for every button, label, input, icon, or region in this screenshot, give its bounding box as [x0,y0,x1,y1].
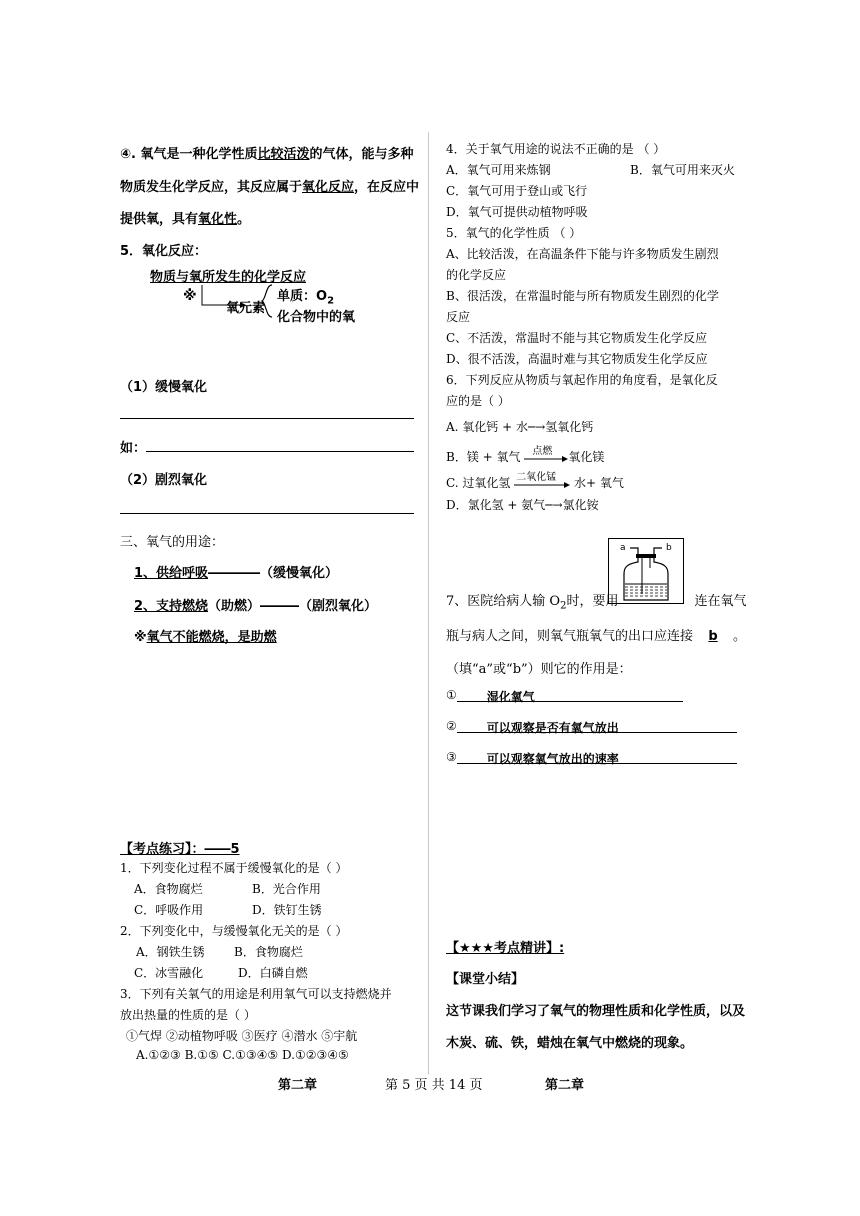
question-7-line-1: 7、医院给病人输 $O_2$时，要用 连在氧气 [446,594,747,612]
q1-option-c: C．呼吸作用 [134,903,204,917]
question-2: 2．下列变化中，与缓慢氧化无关的是（ ） [120,924,348,938]
page-number: 第 5 页 共 14 页 [385,1078,483,1093]
example-label: 如： [120,441,147,456]
q2-option-a: A．钢铁生锈 [136,945,205,959]
oxygen-element-label: 氧元素 [226,301,266,316]
function-1: ① 湿化氧气 [446,688,683,702]
question-4: 4．关于氧气用途的说法不正确的是 （ ） [446,142,666,156]
q1-option-d: D．铁钉生锈 [252,903,322,917]
use-breathing: 1、供给呼吸――――（缓慢氧化） [134,566,339,581]
oxygen-note: ※氧气不能燃烧，是助燃 [134,630,277,645]
footer-chapter-left: 第二章 [278,1078,318,1093]
reaction-arrow: 二氧化锰 [514,477,570,491]
question-7-line-3: （填“a”或“b”）则它的作用是： [446,662,632,677]
bottle-label-b: b [666,543,672,553]
q6-option-a: A. 氧化钙 + 水─→氢氧化钙 [446,420,594,434]
practice-title: 【考点练习】：――5 [120,842,240,857]
q6-option-b: B．镁 + 氧气 点燃 氧化镁 [446,445,605,464]
q1-option-a: A．食物腐烂 [134,882,203,896]
oxygen-property-line-1: ④. 氧气是一种化学性质比较活泼的气体，能与多种 [120,147,414,162]
question-7-line-2: 瓶与病人之间，则氧气瓶氧气的出口应连接 b 。 [446,629,747,644]
q4-option-c: C．氧气可用于登山或飞行 [446,184,588,198]
section-5-title: 5．氧化反应： [120,244,208,259]
oxygen-property-line-3: 提供氧，具有氧化性。 [120,212,251,227]
q5-option-a-line-2: 的化学反应 [446,268,507,282]
class-summary-title: 【课堂小结】 [446,972,525,987]
reaction-arrow: 点燃 [524,451,568,465]
q6-option-c: C. 过氧化氢 二氧化锰 水+ 氧气 [446,471,624,490]
function-3: ③ 可以观察氧气放出的速率 [446,750,737,764]
q1-option-b: B．光合作用 [252,882,321,896]
q5-option-b-line-2: 反应 [446,310,471,324]
question-5: 5．氧气的化学性质 （ ） [446,226,582,240]
q6-option-d: D．氯化氢 + 氨气─→氯化铵 [446,498,599,512]
q5-option-c: C、不活泼，常温时不能与其它物质发生化学反应 [446,331,708,345]
summary-line-2: 木炭、硫、铁，蜡烛在氧气中燃烧的现象。 [446,1036,694,1051]
slow-oxidation-label: （1）缓慢氧化 [120,380,208,395]
q2-option-b: B．食物腐烂 [234,945,303,959]
q4-option-d: D．氧气可提供动植物呼吸 [446,205,588,219]
oxidation-definition: 物质与氧所发生的化学反应 [150,270,307,285]
function-2: ② 可以观察是否有氧气放出 [446,719,737,733]
example-blank [146,451,414,452]
q5-option-b-line-1: B、很活泼，在常温时能与所有物质发生剧烈的化学 [446,289,719,303]
q3-options: A.①②③ B.①⑤ C.①③④⑤ D.①②③④⑤ [136,1048,349,1062]
column-divider [428,132,429,1074]
fast-oxidation-blank [120,513,414,514]
key-points-title: 【★★★考点精讲】: [446,941,565,956]
q5-option-a-line-1: A、比较活泼，在高温条件下能与许多物质发生剧烈 [446,247,719,261]
fast-oxidation-label: （2）剧烈氧化 [120,473,208,488]
question-6-line-2: 应的是（ ） [446,394,510,408]
summary-line-1: 这节课我们学习了氧气的物理性质和化学性质，以及 [446,1004,746,1019]
question-3-line-2: 放出热量的性质的是（ ） [120,1008,256,1022]
use-combustion: 2、支持燃烧（助燃）―――（剧烈氧化） [134,599,378,614]
q4-option-b: B．氧气可用来灭火 [630,163,735,177]
q2-option-d: D．白磷自燃 [238,966,308,980]
q5-option-d: D、很不活泼，高温时难与其它物质发生化学反应 [446,352,708,366]
q4-option-a: A．氧气可用来炼钢 [446,163,551,177]
compound-oxygen-label: 化合物中的氧 [277,310,356,325]
q3-items: ①气焊 ②动植物呼吸 ③医疗 ④潜水 ⑤宇航 [126,1029,358,1043]
footer-chapter-right: 第二章 [545,1078,585,1093]
q2-option-c: C．冰雪融化 [134,966,204,980]
simple-substance-label: 单质：$O_2$ [277,289,335,307]
question-1: 1．下列变化过程不属于缓慢氧化的是（ ） [120,861,348,875]
bottle-label-a: a [620,543,626,553]
reference-mark: ※ [183,288,197,304]
slow-oxidation-blank [120,418,414,419]
question-3-line-1: 3．下列有关氧气的用途是利用氧气可以支持燃烧并 [120,987,392,1001]
answer-outlet: b [708,629,718,644]
uses-title: 三、氧气的用途： [120,535,225,550]
question-6-line-1: 6．下列反应从物质与氧起作用的角度看，是氧化反 [446,373,718,387]
oxygen-property-line-2: 物质发生化学反应，其反应属于氧化反应，在反应中 [120,180,420,195]
